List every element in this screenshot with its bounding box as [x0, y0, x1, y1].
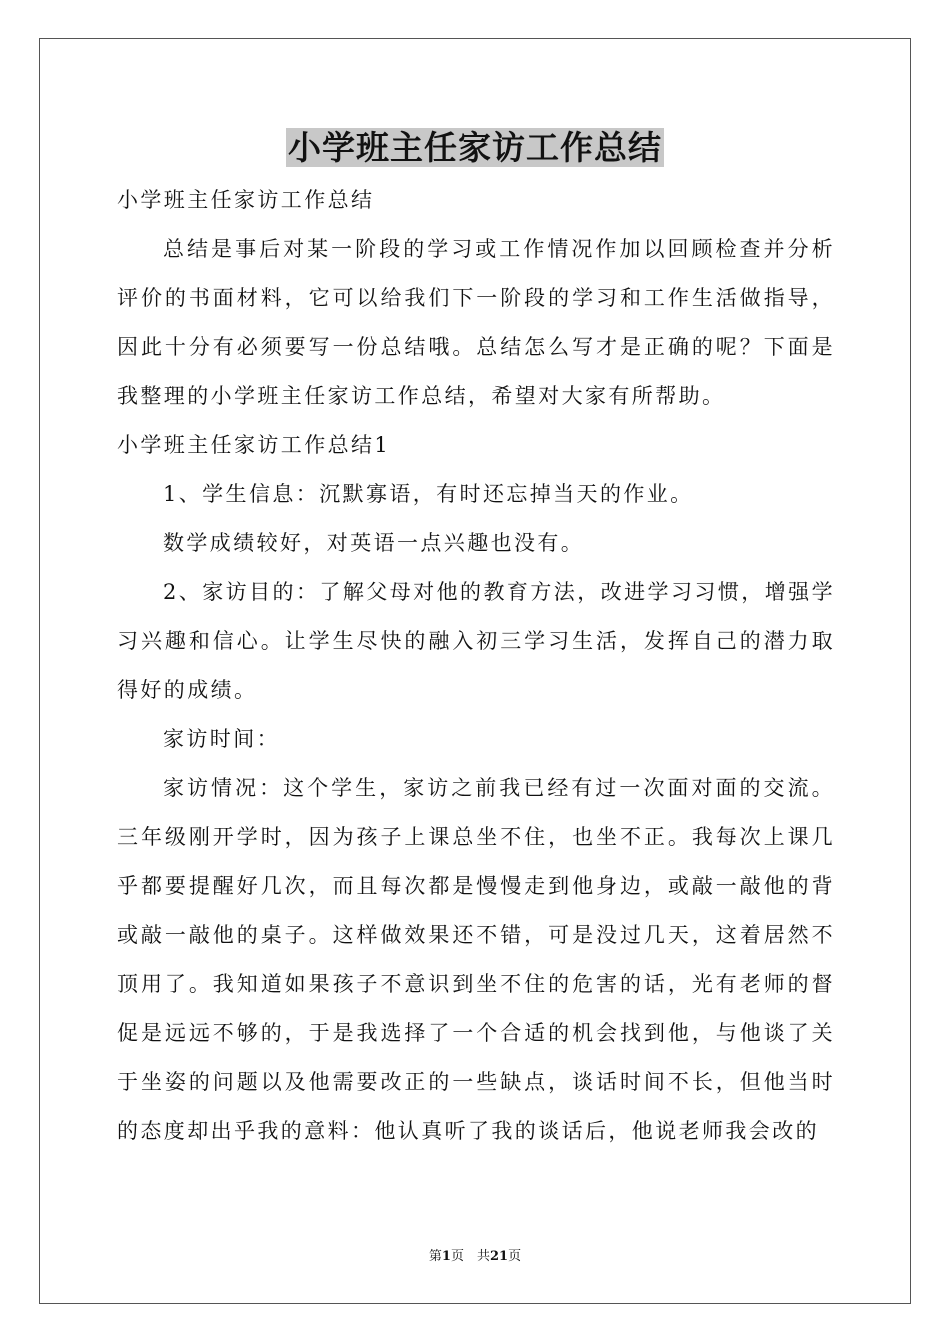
document-subtitle: 小学班主任家访工作总结 — [117, 188, 375, 212]
total-page-count: 21 — [489, 1249, 509, 1264]
student-info-paragraph: 1、学生信息：沉默寡语，有时还忘掉当天的作业。 — [163, 482, 694, 506]
grades-paragraph: 数学成绩较好，对英语一点兴趣也没有。 — [163, 531, 585, 555]
page-suffix: 页 — [508, 1249, 522, 1264]
section-heading: 小学班主任家访工作总结1 — [117, 433, 391, 457]
current-page-number: 1 — [441, 1249, 451, 1264]
page-mid: 页 共 — [450, 1249, 490, 1264]
document-title — [0, 126, 950, 170]
visit-situation-paragraph: 家访情况：这个学生，家访之前我已经有过一次面对面的交流。三年级刚开学时，因为孩子上课总坐不住，也坐不正。我每次上课几乎都要提醒好几次，而且每次都是慢慢走到他身边，或敲一敲他的背或敲一敲他的桌子。这样做效果还不错，可是没过几天，这着居然不顶用了。我知道如果孩子不意识到坐不住的危害的话，光有老师的督促是远远不够的，于是我选择了一个合适的机会找到他，与他谈了关于坐姿的问题以及他需要改正的一些缺点，谈话时间不长，但他当时的态度却出乎我的意料：他认真听了我的谈话后，他说老师我会改的 — [117, 776, 835, 1143]
document-body — [117, 176, 835, 1156]
page-prefix: 第 — [428, 1249, 442, 1264]
document-title-text: 小学班主任家访工作总结 — [288, 128, 662, 167]
intro-paragraph: 总结是事后对某一阶段的学习或工作情况作加以回顾检查并分析评价的书面材料，它可以给我们下一阶段的学习和工作生活做指导，因此十分有必须要写一份总结哦。总结怎么写才是正确的呢？下面是我整理的小学班主任家访工作总结，希望对大家有所帮助。 — [117, 237, 835, 408]
visit-purpose-paragraph: 2、家访目的：了解父母对他的教育方法，改进学习习惯，增强学习兴趣和信心。让学生尽快的融入初三学习生活，发挥自己的潜力取得好的成绩。 — [117, 580, 835, 702]
visit-time-paragraph: 家访时间： — [163, 727, 280, 751]
page-footer — [0, 1248, 950, 1266]
